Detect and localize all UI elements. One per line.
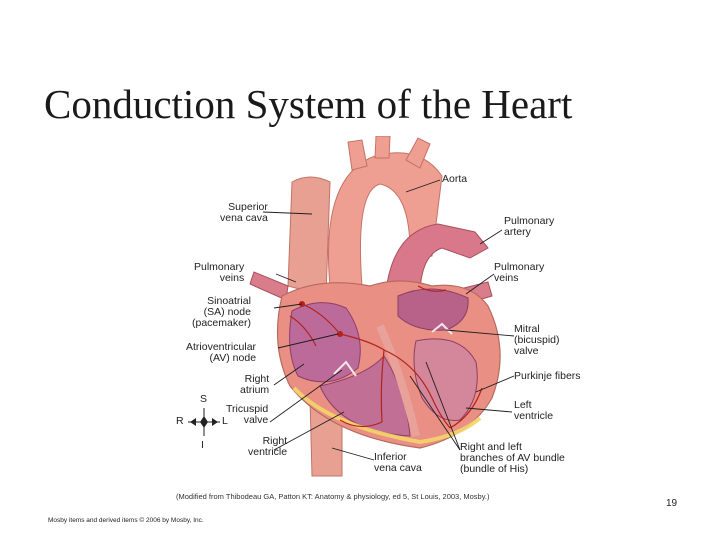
page-number: 19: [666, 498, 678, 509]
label-superior-vena-cava: Superior vena cava: [220, 201, 268, 224]
label-aorta: Aorta: [442, 173, 468, 185]
aorta-branch-1: [348, 140, 367, 170]
label-right-ventricle: Right ventricle: [248, 435, 288, 458]
compass-rose: [188, 408, 220, 436]
left-atrium-cavity: [398, 289, 468, 330]
label-tricuspid-valve: Tricuspid valve: [226, 403, 269, 426]
label-pulmonary-artery: Pulmonary artery: [504, 215, 555, 238]
copyright-footer: Mosby items and derived items © 2006 by Mosby, Inc.: [48, 517, 204, 524]
aorta-branch-2: [375, 136, 390, 158]
compass-l: L: [222, 415, 228, 427]
label-left-ventricle: Left ventricle: [514, 399, 554, 422]
label-pulmonary-veins-left: Pulmonary veins: [194, 261, 245, 284]
label-sa-node: Sinoatrial (SA) node (pacemaker): [192, 295, 251, 329]
figure-caption: (Modified from Thibodeau GA, Patton KT: Anatomy & physiology, ed 5, St Louis, 2003, Mosby.): [176, 492, 490, 501]
compass-s: S: [200, 393, 208, 405]
label-mitral-valve: Mitral (bicuspid) valve: [514, 323, 560, 357]
slide-title: Conduction System of the Heart: [44, 81, 573, 127]
superior-vena-cava-shape: [288, 177, 330, 296]
compass-r: R: [176, 415, 184, 427]
label-purkinje-fibers: Purkinje fibers: [514, 370, 581, 382]
heart-figure: [170, 136, 590, 486]
compass-i: I: [201, 439, 204, 451]
label-inferior-vena-cava: Inferior vena cava: [374, 451, 422, 474]
label-av-node: Atrioventricular (AV) node: [186, 341, 257, 364]
right-atrium-cavity: [290, 303, 361, 382]
label-bundle-branches: Right and left branches of AV bundle (bundle of His): [460, 441, 565, 475]
label-right-atrium: Right atrium: [240, 373, 270, 396]
label-pulmonary-veins-right: Pulmonary veins: [494, 261, 545, 284]
